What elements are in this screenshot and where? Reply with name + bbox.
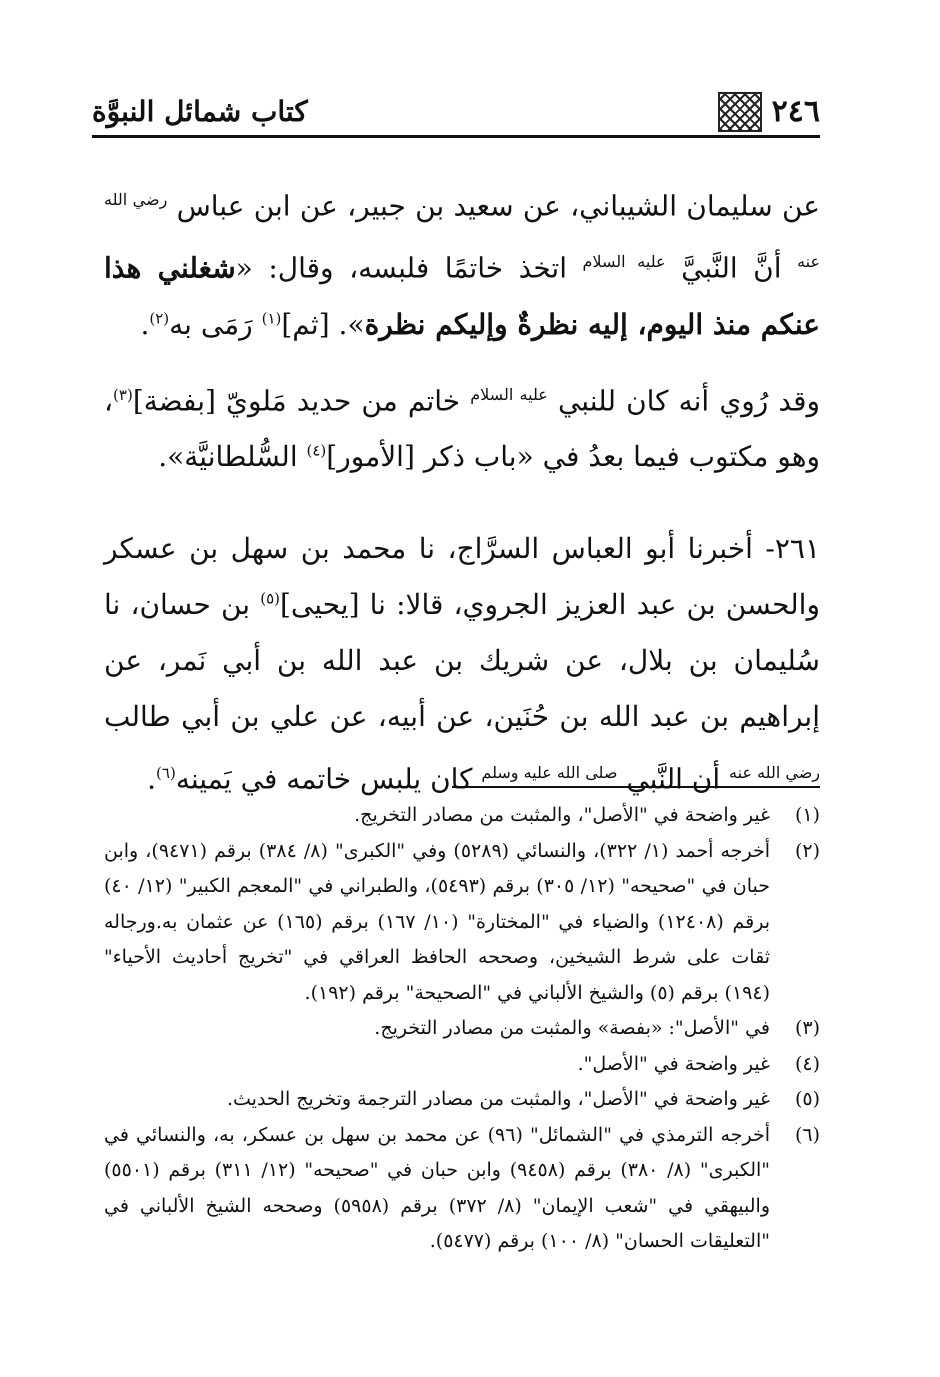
text-span: اتخذ خاتمًا فلبسه، وقال: « (235, 251, 567, 285)
footnote-text: أخرجه الترمذي في "الشمائل" (٩٦) عن محمد بن سهل بن عسكر، به، والنسائي في "الكبرى" (٨/ ٣٨٠) برقم (٩٤٥٨) وابن حبان في "صحيحه" (١٢/ ٣١١) برقم (٥٥٠١) والبيهقي في "شعب الإيمان" (٨/ ٣٧٢) برقم (٥٩٥٨) وصححه الشيخ الألباني في "التعليقات الحسان" (٨/ ١٠٠) برقم (٥٤٧٧). (104, 1123, 771, 1252)
text-span: أن النَّبي (626, 762, 721, 796)
text-span: . (140, 307, 150, 341)
header-rule (92, 135, 820, 138)
footnote-text: أخرجه أحمد (١/ ٣٢٢)، والنسائي (٥٢٨٩) وفي "الكبرى" (٨/ ٣٨٤) برقم (٩٤٧١)، وابن حبان في "صحيحه" (١٢/ ٣٠٥) برقم (٥٤٩٣)، والطبراني في "المعجم الكبير" (١٢/ ٤٠) برقم (١٢٤٠٨) والضياء في "المختارة" (١٠/ ١٦٧) برقم (١٦٥) عن عثمان به.ورجاله ثقات على شرط الشيخين، وصححه الحافظ العراقي في "تخريج أحاديث الأحياء" (١٩٤) برقم (٥) والشيخ الألباني في "الصحيحة" برقم (١٩٢). (104, 839, 771, 1004)
text-span: وقد رُوي أنه كان للنبي (557, 383, 820, 417)
footnote-2 (104, 834, 820, 1012)
text-span: . (147, 762, 157, 796)
honorific-glyph: عليه السلام (470, 384, 548, 404)
footnote-5 (104, 1082, 820, 1118)
footnote-separator (452, 786, 820, 788)
footnote-ref: (٤) (306, 441, 327, 460)
running-header (92, 86, 820, 138)
footnote-4 (104, 1047, 820, 1083)
footnote-text: غير واضحة في "الأصل". (577, 1052, 770, 1075)
footnote-6 (104, 1118, 820, 1260)
paragraph-2 (104, 367, 820, 485)
paragraph-3 (104, 521, 820, 807)
honorific-glyph: صلى الله عليه وسلم (481, 762, 618, 782)
footnote-number: (٣) (794, 1017, 820, 1039)
footnote-number: (٢) (794, 839, 820, 862)
footnote-text: غير واضحة في "الأصل"، والمثبت من مصادر الترجمة وتخريج الحديث. (226, 1088, 770, 1110)
hadith-quote: شغلني هذا عنكم منذ اليوم، إليه نظرةٌ وإليكم نظرة (104, 251, 820, 341)
honorific-glyph: رضي الله عنه (104, 190, 821, 272)
text-span: ٢٦١- أخبرنا أبو العباس السرَّاج، نا محمد بن سهل بن عسكر والحسن بن عبد العزيز الجروي، قالا: نا [يحيى] (104, 531, 820, 621)
text-span: خاتم من حديد مَلويّ [بفضة] (132, 383, 461, 417)
text-span: عن سليمان الشيباني، عن سعيد بن جبير، عن ابن عباس (176, 189, 820, 223)
main-text (104, 172, 820, 807)
footnote-ref: (٥) (260, 589, 280, 608)
text-span: بن حسان، نا سُليمان بن بلال، عن شريك بن عبد الله بن أبي نَمر، عن إبراهيم بن عبد الله بن حُنَين، عن أبيه، عن علي بن أبي طالب (104, 587, 820, 733)
page-number: ٢٤٦ (771, 94, 820, 129)
footnote-ref: (١) (261, 309, 282, 328)
footnote-ref: (٢) (149, 309, 170, 328)
footnote-ref: (٦) (156, 763, 176, 782)
footnote-1 (104, 798, 820, 834)
text-span: السُّلطانيَّة». (158, 439, 307, 473)
footnote-number: (٥) (794, 1088, 820, 1110)
text-span: ، وهو مكتوب فيما بعدُ في «باب ذكر [الأمور] (104, 383, 820, 473)
footnote-3 (104, 1011, 820, 1047)
footnote-number: (١) (794, 804, 820, 826)
text-span: ». [ثم] (281, 307, 365, 341)
text-span: أنَّ النَّبيَّ (681, 251, 782, 285)
footnotes (104, 798, 820, 1260)
footnote-number: (٦) (794, 1123, 820, 1146)
text-span: كان يلبس خاتمه في يَمينه (175, 762, 473, 796)
footnote-ref: (٣) (113, 385, 133, 404)
footnote-text: في "الأصل": «بفصة» والمثبت من مصادر التخريج. (374, 1017, 770, 1039)
paragraph-1 (104, 172, 820, 353)
honorific-glyph: رضي الله عنه (729, 762, 820, 782)
honorific-glyph: عليه السلام (582, 252, 666, 272)
book-title: كتاب شمائل النبوَّة (92, 95, 308, 128)
text-span: رَمَى به (169, 307, 262, 341)
footnote-number: (٤) (794, 1052, 820, 1075)
footnote-text: غير واضحة في "الأصل"، والمثبت من مصادر التخريج. (354, 804, 770, 826)
ornament-icon (718, 92, 762, 132)
